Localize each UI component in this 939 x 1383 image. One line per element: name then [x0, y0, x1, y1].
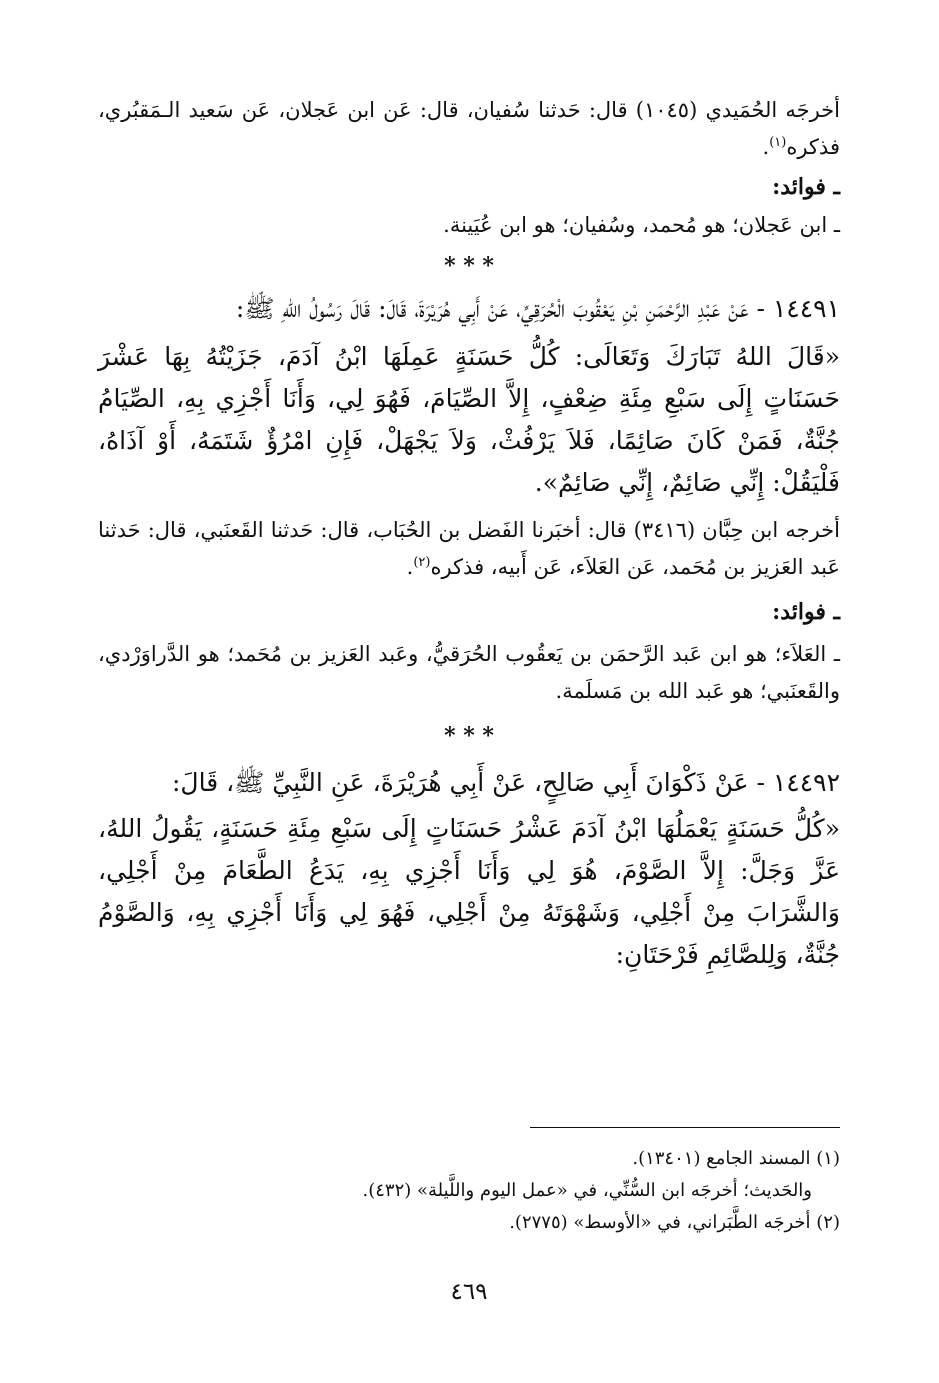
fawaid-heading: ـ فوائد:	[772, 599, 840, 625]
book-page	[98, 92, 840, 1332]
footnote-1: (١) المسند الجامع (١٣٤٠١).	[632, 1148, 840, 1169]
footnote-ref: (٢)	[413, 555, 431, 570]
hadith-matn: «كُلُّ حَسَنَةٍ يَعْمَلُهَا ابْنُ آدَمَ عَشْرُ حَسَنَاتٍ إِلَى سَبْعِ مِئَةِ حَسَنَةٍ، يَقُولُ اللهُ، عَزَّ وَجَلَّ: إِلاَّ الصَّوْمَ، هُوَ لِي وَأَنَا أَجْزِي بِهِ، يَدَعُ الطَّعَامَ مِنْ أَجْلِي، وَالشَّرَابَ مِنْ أَجْلِي، وَشَهْوَتَهُ مِنْ أَجْلِي، فَهُوَ لِي وَأَنَا أَجْزِي بِهِ، وَالصَّوْمُ جُنَّةٌ، وَلِلصَّائِمِ فَرْحَتَانِ:	[98, 814, 840, 969]
takhrij-paragraph: أخرجه ابن حِبَّان (٣٤١٦) قال: أخبَرنا الفَضل بن الحُبَاب، قال: حَدثنا القَعنَبي، قال: حَدثنا عَبد العَزيز بن مُحَمد، عَن العَلاَء، عَن أَبيه، فذكره$^{(٢)}$.	[98, 518, 840, 579]
takhrij-paragraph: أخرجَه الحُمَيدي (١٠٤٥) قال: حَدثنا سُفيان، قال: عَن ابن عَجلان، عَن سَعيد الـمَقبُري، فذكره$^{(١)}$.	[98, 98, 840, 159]
section-separator: * * *	[444, 253, 494, 279]
fawaid-text: ـ ابن عَجلان؛ هو مُحمد، وسُفيان؛ هو ابن عُيَينة.	[443, 213, 840, 237]
takhrij-text: أخرجَه الحُمَيدي (١٠٤٥) قال: حَدثنا سُفيان، قال: عَن ابن عَجلان، عَن سَعيد الـمَقبُري، فذكره	[98, 98, 840, 159]
hadith-matn: «قَالَ اللهُ تَبَارَكَ وَتَعَالَى: كُلُّ حَسَنَةٍ عَمِلَهَا ابْنُ آدَمَ، جَزَيْتُهُ بِهَا عَشْرَ حَسَنَاتٍ إِلَى سَبْعِ مِئَةِ ضِعْفٍ، إِلاَّ الصِّيَامَ، فَهُوَ لِي، وَأَنَا أَجْزِي بِهِ، الصِّيَامُ جُنَّةٌ، فَمَنْ كَانَ صَائِمًا، فَلاَ يَرْفُثْ، وَلاَ يَجْهَلْ، فَإِنِ امْرُؤٌ شَتَمَهُ، أَوْ آذَاهُ، فَلْيَقُلْ: إِنِّي صَائِمٌ، إِنِّي صَائِمٌ».	[98, 342, 840, 497]
takhrij-text: أخرجه ابن حِبَّان (٣٤١٦) قال: أخبَرنا الفَضل بن الحُبَاب، قال: حَدثنا القَعنَبي، قال: حَدثنا عَبد العَزيز بن مُحَمد، عَن العَلاَء، عَن أَبيه، فذكره	[98, 518, 840, 579]
footnote-2: (٢) أخرجَه الطَّبَراني، في «الأوسط» (٢٧٧٥).	[509, 1212, 840, 1233]
footnotes	[98, 1143, 840, 1239]
hadith-isnad: ١٤٤٩٢ - عَنْ ذَكْوَانَ أَبِي صَالِحٍ، عَنْ أَبِي هُرَيْرَةَ، عَنِ النَّبِيِّ ﷺ، قَالَ:	[171, 768, 840, 797]
hadith-isnad: ١٤٤٩١ - عَنْ عَبْدِ الرَّحْمَنِ بْنِ يَعْقُوبَ الْحُرَقِيِّ، عَنْ أَبِي هُرَيْرَةَ، قَالَ: قَالَ رَسُولُ اللهِ ﷺ:	[235, 294, 840, 323]
footnote-ref: (١)	[769, 135, 787, 150]
footnote-1-continuation: والحَديث؛ أخرجَه ابن السُّنِّي، في «عمل اليوم واللَّيلة» (٤٣٢).	[362, 1180, 812, 1201]
page-number: ٤٦٩	[450, 1279, 488, 1305]
section-separator: * * *	[444, 723, 494, 749]
fawaid-text: ـ العَلاَء؛ هو ابن عَبد الرَّحمَن بن يَعقُوب الحُرَقيُّ، وعَبد العَزيز بن مُحَمد؛ هو الدَّراوَرْدي، والقَعنَبي؛ هو عَبد الله بن مَسلَمة.	[98, 642, 840, 703]
footnote-divider	[530, 1127, 840, 1128]
fawaid-heading: ـ فوائد:	[772, 174, 840, 200]
